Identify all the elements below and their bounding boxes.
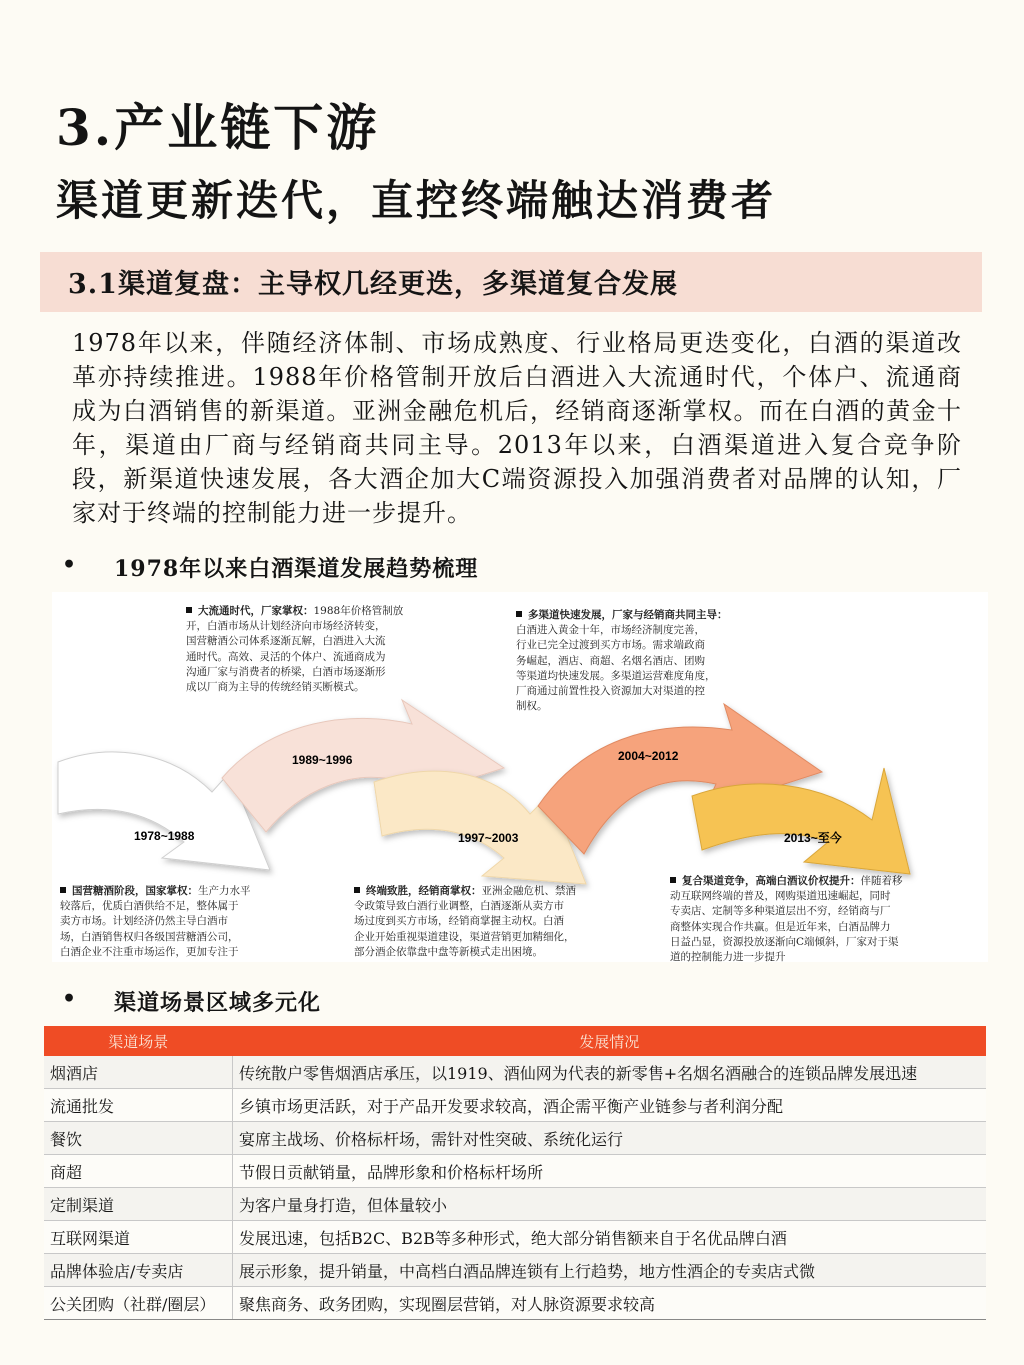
note-title: 大流通时代，厂家掌权：	[198, 605, 314, 617]
note-line: 厂商通过前置性投入资源加大对渠道的控	[516, 685, 705, 698]
note-2013	[670, 874, 980, 962]
table-cell-scene: 餐饮	[44, 1122, 233, 1155]
table-cell-scene: 流通批发	[44, 1089, 233, 1122]
note-line: 生产力水平	[198, 885, 251, 897]
table-cell-status: 宴席主战场、价格标杆场，需针对性突破、系统化运行	[233, 1122, 987, 1155]
note-marker	[186, 607, 192, 613]
note-line: 令政策导致白酒行业调整，白酒逐渐从卖方市	[354, 900, 564, 913]
note-title: 多渠道快速发展，厂家与经销商共同主导：	[528, 609, 728, 621]
table-header-status: 发展情况	[233, 1026, 987, 1056]
table-cell-status: 传统散户零售烟酒店承压，以1919、酒仙网为代表的新零售+名烟名酒融合的连锁品牌发展迅速	[233, 1056, 987, 1089]
note-marker	[670, 877, 676, 883]
bullet-channels	[62, 986, 662, 1016]
table-cell-scene: 公关团购（社群/圈层）	[44, 1287, 233, 1320]
note-line: 行业已完全过渡到买方市场。需求端政商	[516, 639, 705, 652]
table-header-scene: 渠道场景	[44, 1026, 233, 1056]
note-line: 等渠道均快速发展。多渠道运营难度角度，	[516, 669, 716, 682]
note-line: 专卖店、定制等多种渠道层出不穷，经销商与厂	[670, 905, 891, 918]
note-line: 制权。	[516, 700, 548, 713]
note-line: 成以厂商为主导的传统经销买断模式。	[186, 681, 365, 694]
note-1997	[354, 884, 654, 960]
note-marker	[354, 887, 360, 893]
note-line: 国营糖酒公司体系逐渐瓦解，白酒进入大流	[186, 635, 386, 648]
note-line: 开，白酒市场从计划经济向市场经济转变，	[186, 620, 386, 633]
section-heading-bar	[40, 252, 982, 312]
note-line: 日益凸显，资源投放逐渐向C端倾斜，厂家对于渠	[670, 935, 899, 948]
note-line: 道的控制能力进一步提升	[670, 951, 786, 962]
table-row	[44, 1056, 986, 1089]
note-1978	[60, 884, 320, 960]
note-line: 卖方市场。计划经济仍然主导白酒市	[60, 915, 228, 928]
table-cell-scene: 烟酒店	[44, 1056, 233, 1089]
page-title: 3.产业链下游	[56, 98, 380, 157]
note-1989	[186, 604, 476, 695]
table-cell-status: 节假日贡献销量，品牌形象和价格标杆场所	[233, 1155, 987, 1188]
table-cell-scene: 互联网渠道	[44, 1221, 233, 1254]
bullet-timeline-label: 1978年以来白酒渠道发展趋势梳理	[114, 556, 479, 582]
table-row	[44, 1155, 986, 1188]
note-title: 终端致胜，经销商掌权：	[366, 885, 482, 897]
note-line: 亚洲金融危机、禁酒	[481, 885, 576, 897]
bullet-timeline	[62, 552, 662, 582]
note-2004	[516, 608, 786, 714]
table-cell-scene: 商超	[44, 1155, 233, 1188]
page-subtitle: 渠道更新迭代，直控终端触达消费者	[56, 176, 777, 225]
note-line: 商整体实现合作共赢。但是近年来，白酒品牌力	[670, 920, 891, 933]
timeline-figure	[52, 592, 988, 962]
stage-label-1997: 1997~2003	[458, 831, 519, 845]
note-line: 伴随着移	[860, 875, 903, 887]
table-row	[44, 1254, 986, 1287]
note-marker	[516, 611, 522, 617]
table-row	[44, 1287, 986, 1320]
note-line: 白酒企业不注重市场运作，更加专注于	[60, 945, 239, 958]
table-row	[44, 1221, 986, 1254]
note-title: 国营糖酒阶段，国家掌权：	[72, 885, 198, 897]
intro-paragraph: 1978年以来，伴随经济体制、市场成熟度、行业格局更迭变化，白酒的渠道改革亦持续推进。1988年价格管制开放后白酒进入大流通时代，个体户、流通商成为白酒销售的新渠道。亚洲金融危机后，经销商逐渐掌权。而在白酒的黄金十年，渠道由厂商与经销商共同主导。2013年以来，白酒渠道进入复合竞争阶段，新渠道快速发展，各大酒企加大C端资源投入加强消费者对品牌的认知，厂家对于终端的控制能力进一步提升。	[72, 329, 962, 527]
note-title: 复合渠道竞争，高端白酒议价权提升：	[682, 875, 861, 887]
table-cell-scene: 品牌体验店/专卖店	[44, 1254, 233, 1287]
stage-label-1978: 1978~1988	[134, 829, 195, 843]
table-row	[44, 1122, 986, 1155]
table-cell-status: 展示形象，提升销量，中高档白酒品牌连锁有上行趋势，地方性酒企的专卖店式微	[233, 1254, 987, 1287]
note-line: 场过度到买方市场，经销商掌握主动权。白酒	[354, 915, 564, 928]
bullet-channels-label: 渠道场景区域多元化	[114, 990, 322, 1016]
stage-label-2013: 2013~至今	[784, 831, 842, 845]
note-marker	[60, 887, 66, 893]
note-line: 较落后，优质白酒供给不足，整体属于	[60, 900, 239, 913]
table-cell-status: 为客户量身打造，但体量较小	[233, 1188, 987, 1221]
table-row	[44, 1089, 986, 1122]
channel-table	[44, 1026, 986, 1320]
table-row	[44, 1188, 986, 1221]
note-line: 部分酒企依靠盘中盘等新模式走出困境。	[354, 945, 543, 958]
table-cell-scene: 定制渠道	[44, 1188, 233, 1221]
note-line: 1988年价格管制放	[313, 605, 404, 617]
note-line: 白酒进入黄金十年，市场经济制度完善，	[516, 624, 705, 637]
table-cell-status: 乡镇市场更活跃，对于产品开发要求较高，酒企需平衡产业链参与者利润分配	[233, 1089, 987, 1122]
table-cell-status: 发展迅速，包括B2C、B2B等多种形式，绝大部分销售额来自于名优品牌白酒	[233, 1221, 987, 1254]
note-line: 沟通厂家与消费者的桥梁，白酒市场逐渐形	[186, 665, 386, 678]
note-line: 通时代。高效、灵活的个体户、流通商成为	[186, 650, 386, 663]
note-line: 务崛起，酒店、商超、名烟名酒店、团购	[516, 654, 705, 667]
stage-label-2004: 2004~2012	[618, 749, 679, 763]
bullet-dot: •	[62, 986, 78, 1012]
note-line: 企业开始重视渠道建设，渠道营销更加精细化，	[354, 930, 575, 943]
bullet-dot: •	[62, 552, 78, 578]
table-cell-status: 聚焦商务、政务团购，实现圈层营销，对人脉资源要求较高	[233, 1287, 987, 1320]
note-line: 动互联网终端的普及，网购渠道迅速崛起，同时	[670, 890, 891, 903]
section-heading: 3.1渠道复盘：主导权几经更迭，多渠道复合发展	[68, 269, 678, 300]
note-line: 场，白酒销售权归各级国营糖酒公司，	[60, 930, 239, 943]
stage-label-1989: 1989~1996	[292, 753, 353, 767]
table-header-row	[44, 1026, 986, 1056]
